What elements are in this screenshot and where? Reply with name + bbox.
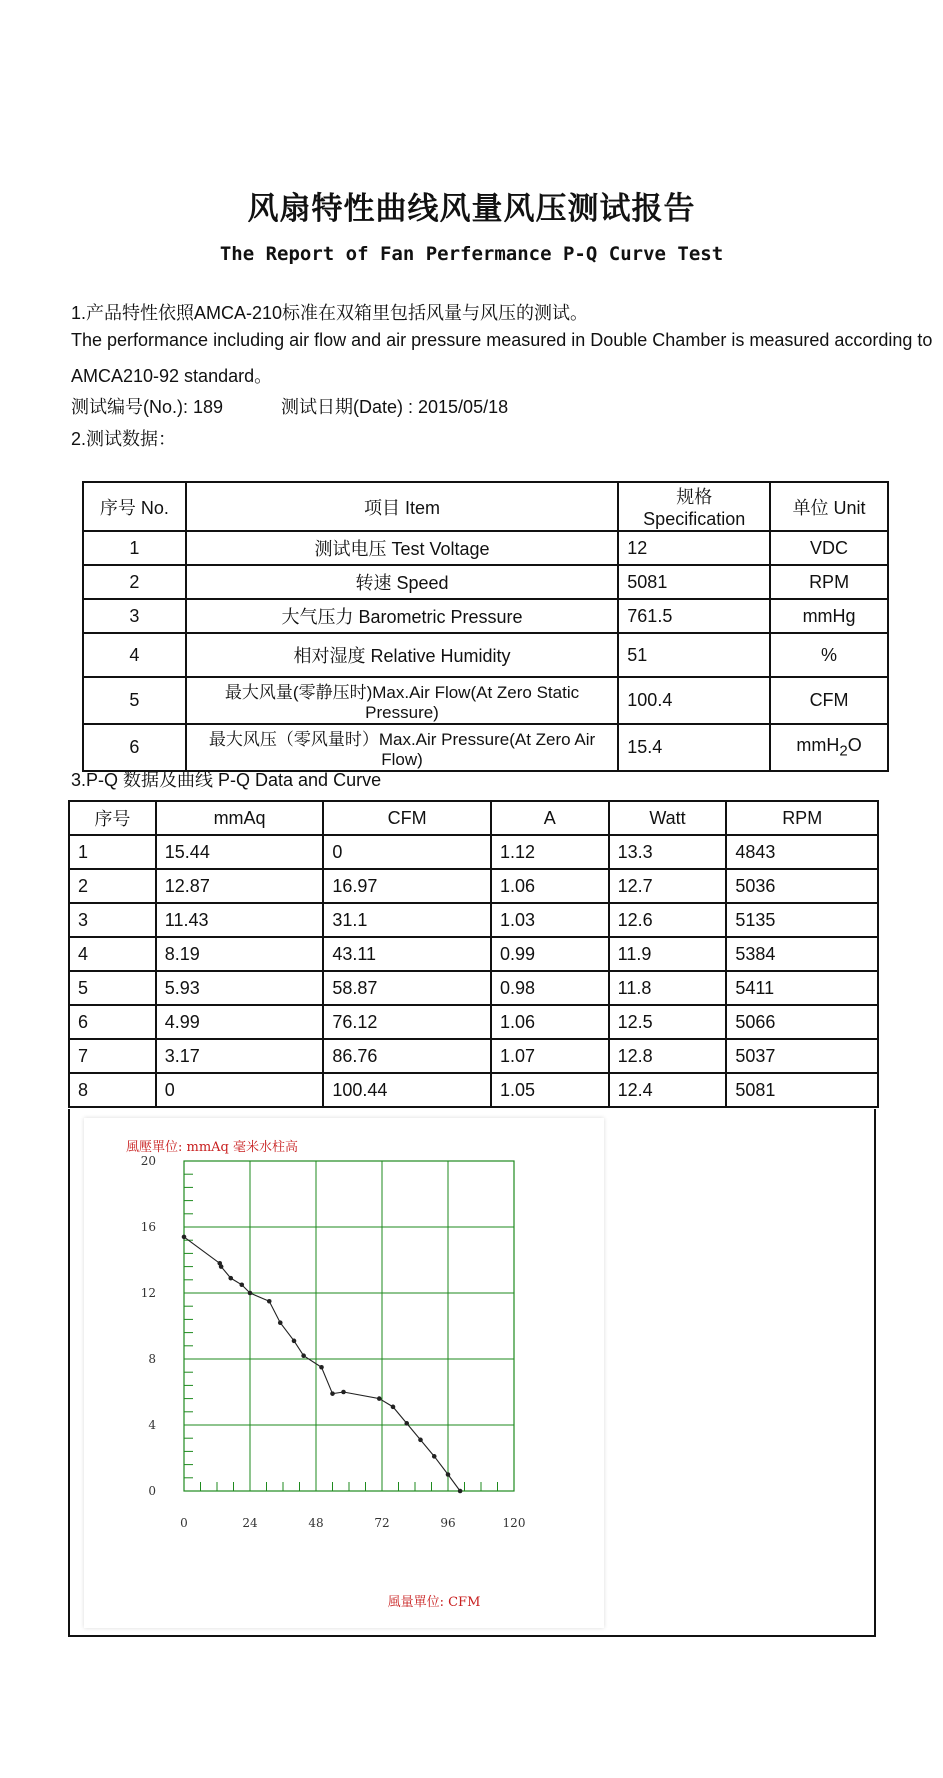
spec-header-item: 项目 Item — [186, 482, 619, 531]
chart-y-ticks — [141, 1154, 157, 1498]
pq-cell: 11.43 — [156, 903, 324, 937]
spec-row — [83, 724, 888, 771]
chart-data-point — [391, 1405, 396, 1410]
spec-value: 761.5 — [618, 599, 770, 633]
spec-no: 6 — [83, 724, 186, 771]
pq-header-a: A — [491, 801, 609, 835]
pq-cell: 0 — [323, 835, 491, 869]
pq-cell: 5066 — [726, 1005, 878, 1039]
pq-cell: 1.03 — [491, 903, 609, 937]
pq-table-header — [69, 801, 878, 835]
pq-header-index: 序号 — [69, 801, 156, 835]
chart-data-point — [418, 1438, 423, 1443]
spec-header-unit: 单位 Unit — [770, 482, 888, 531]
pq-cell: 1.12 — [491, 835, 609, 869]
pq-row — [69, 937, 878, 971]
pq-row — [69, 1073, 878, 1107]
pq-cell: 4 — [69, 937, 156, 971]
spec-row — [83, 677, 888, 724]
pq-cell: 3 — [69, 903, 156, 937]
chart-data-point — [219, 1264, 224, 1269]
chart-data-point — [341, 1390, 346, 1395]
chart-minor-ticks — [184, 1161, 514, 1491]
chart-curve — [182, 1235, 463, 1494]
chart-data-point — [182, 1235, 187, 1240]
pq-cell: 12.4 — [609, 1073, 727, 1107]
pq-row — [69, 971, 878, 1005]
pq-cell: 0 — [156, 1073, 324, 1107]
report-title-cn: 风扇特性曲线风量风压测试报告 — [247, 191, 696, 226]
pq-row — [69, 835, 878, 869]
chart-y-tick-label: 4 — [148, 1418, 156, 1432]
spec-value: 5081 — [618, 565, 770, 599]
pq-cell: 12.6 — [609, 903, 727, 937]
pq-row — [69, 903, 878, 937]
chart-y-tick-label: 20 — [140, 1154, 156, 1168]
intro-line-1: 1.产品特性依照AMCA-210标准在双箱里包括风量与风压的测试。 — [71, 303, 589, 323]
spec-value: 15.4 — [618, 724, 770, 771]
chart-y-tick-label: 0 — [148, 1484, 156, 1498]
spec-header-no: 序号 No. — [83, 482, 186, 531]
spec-row — [83, 565, 888, 599]
chart-y-tick-label: 12 — [140, 1286, 156, 1300]
spec-no: 5 — [83, 677, 186, 724]
pq-cell: 58.87 — [323, 971, 491, 1005]
chart-x-tick-label: 72 — [374, 1516, 390, 1530]
pq-cell: 12.7 — [609, 869, 727, 903]
pq-cell: 11.8 — [609, 971, 727, 1005]
chart-plot-border — [184, 1161, 514, 1491]
pq-cell: 5037 — [726, 1039, 878, 1073]
pq-cell: 31.1 — [323, 903, 491, 937]
intro-line-2: The performance including air flow and air pressure measured in Double Chamber is measured according to — [71, 330, 933, 350]
chart-data-point — [248, 1291, 253, 1296]
chart-card — [84, 1118, 604, 1628]
chart-y-tick-label: 16 — [140, 1220, 156, 1234]
spec-value: 12 — [618, 531, 770, 565]
chart-x-ticks — [180, 1516, 525, 1530]
spec-item: 测试电压 Test Voltage — [186, 531, 619, 565]
pq-cell: 16.97 — [323, 869, 491, 903]
spec-item: 最大风压（零风量时）Max.Air Pressure(At Zero Air Flow) — [186, 724, 619, 771]
pq-cell: 5036 — [726, 869, 878, 903]
pq-cell: 4843 — [726, 835, 878, 869]
chart-data-point — [432, 1454, 437, 1459]
chart-data-point — [404, 1421, 409, 1426]
pq-cell: 86.76 — [323, 1039, 491, 1073]
pq-cell: 12.87 — [156, 869, 324, 903]
pq-cell: 5411 — [726, 971, 878, 1005]
pq-cell: 2 — [69, 869, 156, 903]
pq-header-rpm: RPM — [726, 801, 878, 835]
spec-item: 大气压力 Barometric Pressure — [186, 599, 619, 633]
pq-cell: 1.07 — [491, 1039, 609, 1073]
spec-item: 最大风量(零静压时)Max.Air Flow(At Zero Static Pressure) — [186, 677, 619, 724]
spec-header-spec: 规格 Specification — [618, 482, 770, 531]
pq-cell: 0.99 — [491, 937, 609, 971]
pq-cell: 5384 — [726, 937, 878, 971]
chart-x-tick-label: 0 — [180, 1516, 188, 1530]
chart-x-tick-label: 96 — [440, 1516, 456, 1530]
pq-cell: 43.11 — [323, 937, 491, 971]
spec-item: 相对湿度 Relative Humidity — [186, 633, 619, 677]
pq-cell: 13.3 — [609, 835, 727, 869]
spec-item: 转速 Speed — [186, 565, 619, 599]
pq-cell: 1.06 — [491, 869, 609, 903]
chart-data-point — [319, 1365, 324, 1370]
chart-data-point — [377, 1396, 382, 1401]
chart-x-tick-label: 120 — [502, 1516, 526, 1530]
spec-table-header — [83, 482, 888, 531]
spec-unit: RPM — [770, 565, 888, 599]
pq-cell: 1.05 — [491, 1073, 609, 1107]
pq-row — [69, 1039, 878, 1073]
pq-cell: 5 — [69, 971, 156, 1005]
chart-data-point — [458, 1489, 463, 1494]
pq-data-table — [68, 800, 879, 1108]
spec-table — [82, 481, 889, 772]
pq-header-cfm: CFM — [323, 801, 491, 835]
pq-cell: 12.5 — [609, 1005, 727, 1039]
spec-unit: CFM — [770, 677, 888, 724]
pq-cell: 5.93 — [156, 971, 324, 1005]
pq-header-mmaq: mmAq — [156, 801, 324, 835]
pq-cell: 76.12 — [323, 1005, 491, 1039]
chart-data-point — [278, 1320, 283, 1325]
pq-cell: 8 — [69, 1073, 156, 1107]
spec-row — [83, 599, 888, 633]
spec-no: 1 — [83, 531, 186, 565]
pq-cell: 1.06 — [491, 1005, 609, 1039]
pq-cell: 12.8 — [609, 1039, 727, 1073]
pq-cell: 5135 — [726, 903, 878, 937]
chart-y-label: 風壓單位: mmAq 毫米水柱高 — [126, 1140, 299, 1155]
chart-x-tick-label: 48 — [308, 1516, 324, 1530]
chart-data-point — [239, 1282, 244, 1287]
pq-cell: 4.99 — [156, 1005, 324, 1039]
spec-unit: mmHg — [770, 599, 888, 633]
spec-row — [83, 633, 888, 677]
pq-cell: 1 — [69, 835, 156, 869]
intro-line-3: AMCA210-92 standard。 — [71, 366, 273, 386]
spec-no: 2 — [83, 565, 186, 599]
chart-data-point — [330, 1391, 335, 1396]
chart-y-tick-label: 8 — [148, 1352, 156, 1366]
pq-row — [69, 1005, 878, 1039]
test-date: 测试日期(Date) : 2015/05/18 — [281, 397, 509, 417]
pq-cell: 11.9 — [609, 937, 727, 971]
spec-unit-base: mmH — [796, 735, 840, 756]
spec-unit: % — [770, 633, 888, 677]
spec-value: 100.4 — [618, 677, 770, 724]
pq-cell: 5081 — [726, 1073, 878, 1107]
chart-data-point — [292, 1339, 297, 1344]
pq-cell: 0.98 — [491, 971, 609, 1005]
spec-unit — [770, 724, 888, 771]
spec-value: 51 — [618, 633, 770, 677]
pq-cell: 7 — [69, 1039, 156, 1073]
pq-header-watt: Watt — [609, 801, 727, 835]
chart-data-point — [267, 1299, 272, 1304]
spec-no: 4 — [83, 633, 186, 677]
pq-cell: 15.44 — [156, 835, 324, 869]
chart-x-label: 風量單位: CFM — [387, 1595, 481, 1610]
chart-grid — [184, 1161, 514, 1491]
spec-unit-sub: 2 — [839, 742, 848, 760]
test-number: 测试编号(No.): 189 — [71, 397, 224, 417]
pq-cell: 100.44 — [323, 1073, 491, 1107]
pq-cell: 3.17 — [156, 1039, 324, 1073]
pq-cell: 6 — [69, 1005, 156, 1039]
spec-unit: VDC — [770, 531, 888, 565]
section-2-heading: 2.测试数据： — [71, 429, 177, 449]
report-title-en: The Report of Fan Perfermance P-Q Curve Test — [219, 243, 724, 265]
spec-unit-tail: O — [847, 735, 862, 756]
pq-row — [69, 869, 878, 903]
chart-x-tick-label: 24 — [242, 1516, 258, 1530]
pq-curve-chart — [84, 1118, 604, 1628]
spec-row — [83, 531, 888, 565]
chart-data-point — [446, 1472, 451, 1477]
chart-data-point — [301, 1353, 306, 1358]
spec-no: 3 — [83, 599, 186, 633]
section-3-heading: 3.P-Q 数据及曲线 P-Q Data and Curve — [71, 770, 382, 790]
chart-data-point — [228, 1276, 233, 1281]
chart-series-line — [184, 1237, 460, 1491]
pq-cell: 8.19 — [156, 937, 324, 971]
